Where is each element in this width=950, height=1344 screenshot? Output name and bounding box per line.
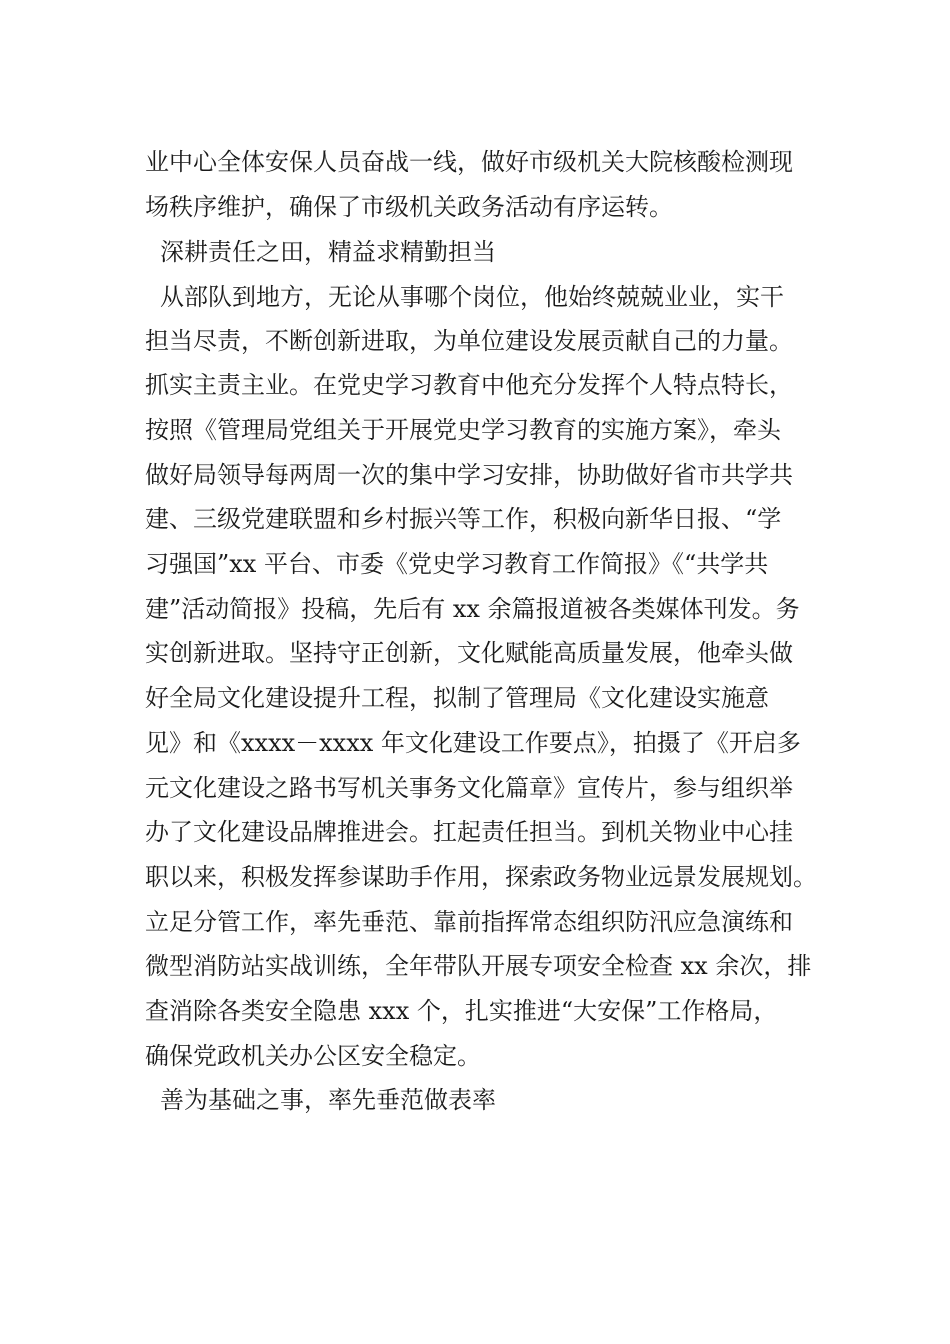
body-text-line: 抓实主责主业。在党史学习教育中他充分发挥个人特点特长， [145, 371, 793, 399]
body-text-line: 场秩序维护，确保了市级机关政务活动有序运转。 [145, 193, 673, 221]
body-text-line: 立足分管工作，率先垂范、靠前指挥常态组织防汛应急演练和 [145, 908, 793, 936]
paragraph-first-line: 从部队到地方，无论从事哪个岗位，他始终兢兢业业，实干 [160, 283, 784, 311]
body-text-line: 微型消防站实战训练，全年带队开展专项安全检查 xx 余次，排 [145, 952, 812, 980]
body-text-line: 职以来，积极发挥参谋助手作用，探索政务物业远景发展规划。 [145, 863, 817, 891]
body-text-line: 确保党政机关办公区安全稳定。 [145, 1042, 481, 1070]
body-text-line: 元文化建设之路书写机关事务文化篇章》宣传片，参与组织举 [145, 774, 793, 802]
section-heading: 深耕责任之田，精益求精勤担当 [160, 238, 496, 266]
body-text-line: 见》和《xxxx－xxxx 年文化建设工作要点》，拍摄了《开启多 [145, 729, 801, 757]
body-text-line: 实创新进取。坚持守正创新，文化赋能高质量发展，他牵头做 [145, 639, 793, 667]
body-text-line: 做好局领导每两周一次的集中学习安排，协助做好省市共学共 [145, 461, 793, 489]
body-text-line: 建”活动简报》投稿，先后有 xx 余篇报道被各类媒体刊发。务 [145, 595, 800, 623]
body-text-line: 担当尽责，不断创新进取，为单位建设发展贡献自己的力量。 [145, 327, 793, 355]
section-heading: 善为基础之事，率先垂范做表率 [160, 1086, 496, 1114]
body-text-line: 办了文化建设品牌推进会。扛起责任担当。到机关物业中心挂 [145, 818, 793, 846]
body-text-line: 业中心全体安保人员奋战一线，做好市级机关大院核酸检测现 [145, 148, 793, 176]
body-text-line: 习强国”xx 平台、市委《党史学习教育工作简报》《“共学共 [145, 550, 769, 578]
body-text-line: 按照《管理局党组关于开展党史学习教育的实施方案》，牵头 [145, 416, 781, 444]
body-text-line: 好全局文化建设提升工程，拟制了管理局《文化建设实施意 [145, 684, 769, 712]
body-text-line: 查消除各类安全隐患 xxx 个，扎实推进“大安保”工作格局， [145, 997, 778, 1025]
body-text-line: 建、三级党建联盟和乡村振兴等工作，积极向新华日报、“学 [145, 505, 782, 533]
